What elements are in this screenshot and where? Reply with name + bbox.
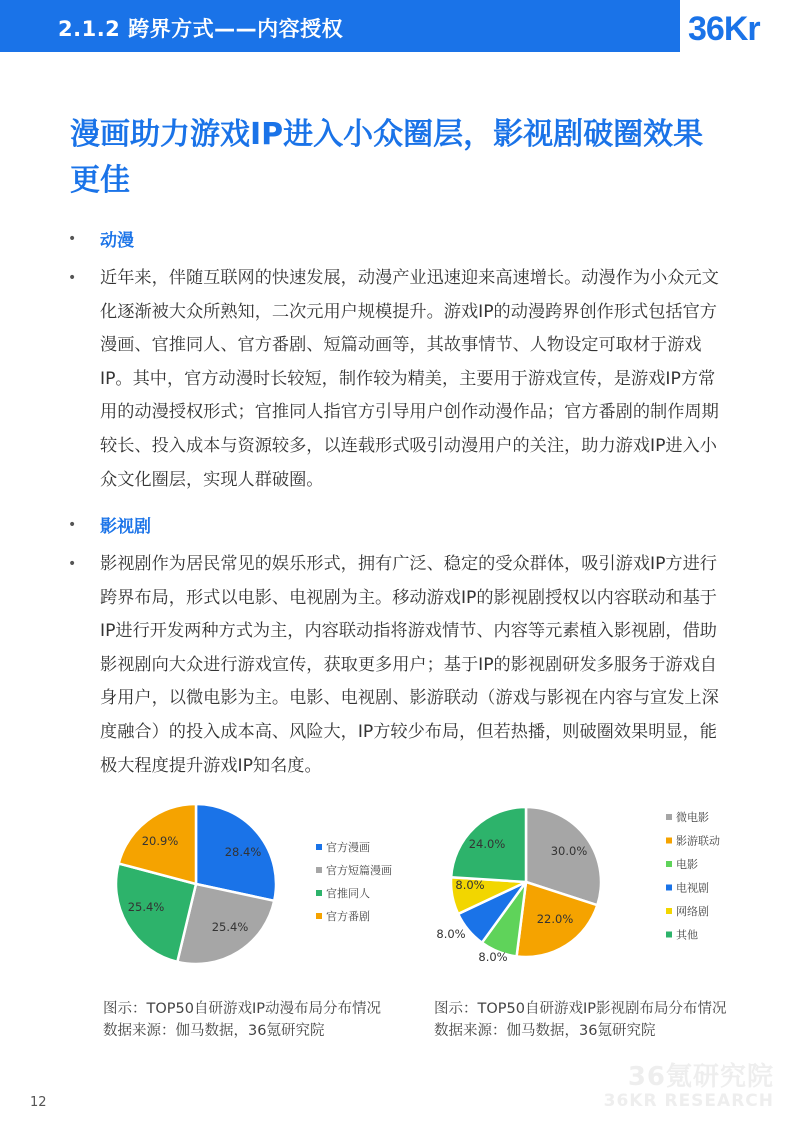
data-label: 25.4%: [211, 920, 249, 934]
legend-label: 官方番剧: [326, 910, 370, 923]
page-heading: 漫画助力游戏IP进入小众圈层，影视剧破圈效果更佳: [70, 117, 704, 198]
logo-text: 36Kr: [688, 10, 760, 48]
section-title: 2.1.2 跨界方式——内容授权: [58, 17, 344, 41]
legend-swatch: [666, 908, 672, 914]
watermark-en: 36KR RESEARCH: [603, 1091, 774, 1111]
pie-charts: [0, 790, 794, 990]
figure-caption: 图示：TOP50自研游戏IP影视剧布局分布情况: [434, 1001, 727, 1017]
legend-swatch: [666, 861, 672, 867]
source-caption: 数据来源：伽马数据，36氪研究院: [434, 1023, 656, 1039]
data-label: 22.0%: [536, 912, 574, 926]
legend-label: 微电影: [676, 811, 709, 824]
section-title-anime: 动漫: [100, 231, 134, 251]
legend-label: 影游联动: [676, 834, 720, 848]
section-heading-anime: [68, 225, 728, 255]
legend-swatch: [666, 932, 672, 938]
paragraph-film: 影视剧作为居民常见的娱乐形式，拥有广泛、稳定的受众群体，吸引游戏IP方进行跨界布局，形式以电影、电视剧为主。移动游戏IP的影视剧授权以内容联动和基于IP进行开发两种方式为主，内容联动指将游戏情节、内容等元素植入影视剧，借助影视剧向大众进行游戏宣传，获取更多用户；基于IP的影视剧研发多服务于游戏自身用户，以微电影为主。电影、电视剧、影游联动（游戏与影视在内容与宣发上深度融合）的投入成本高、风险大，IP方较少布局，但若热播，则破圈效果明显，能极大程度提升游戏IP知名度。: [100, 554, 719, 776]
legend-swatch: [316, 844, 322, 850]
legend-label: 电视剧: [676, 881, 709, 895]
36kr-logo: [684, 0, 794, 52]
data-label: 30.0%: [550, 844, 588, 858]
section-heading-film: [68, 511, 728, 541]
paragraph-anime: 近年来，伴随互联网的快速发展，动漫产业迅速迎来高速增长。动漫作为小众元文化逐渐被大众所熟知，二次元用户规模提升。游戏IP的动漫跨界创作形式包括官方漫画、官推同人、官方番剧、短篇动画等，其故事情节、人物设定可取材于游戏IP。其中，官方动漫时长较短，制作较为精美，主要用于游戏宣传，是游戏IP方常用的动漫授权形式；官推同人指官方引导用户创作动漫作品；官方番剧的制作周期较长、投入成本与资源较多，以连载形式吸引动漫用户的关注，助力游戏IP进入小众文化圈层，实现人群破圈。: [100, 268, 719, 490]
data-label: 25.4%: [127, 900, 165, 914]
bullet-dot: •: [68, 270, 77, 286]
data-label: 20.9%: [141, 834, 179, 848]
watermark-cn: 36氪研究院: [627, 1062, 774, 1092]
data-label: 28.4%: [224, 845, 262, 859]
caption-anime: [103, 998, 381, 1042]
bullet-dot: •: [68, 231, 77, 247]
caption-film: [434, 998, 726, 1042]
legend-label: 其他: [676, 928, 698, 942]
legend-label: 官方漫画: [326, 841, 370, 854]
legend-swatch: [666, 885, 672, 891]
legend-swatch: [316, 867, 322, 873]
source-caption: 数据来源：伽马数据，36氪研究院: [103, 1023, 325, 1039]
section-title-film: 影视剧: [100, 517, 151, 537]
bullet-dot: •: [68, 517, 77, 533]
legend-swatch: [316, 913, 322, 919]
legend-swatch: [666, 838, 672, 844]
legend-label: 网络剧: [676, 905, 709, 918]
page-number: 12: [30, 1095, 47, 1110]
legend-swatch: [316, 890, 322, 896]
data-label: 8.0%: [478, 950, 508, 964]
watermark: [604, 1056, 774, 1111]
bullet-dot: •: [68, 556, 77, 572]
legend-label: 电影: [676, 858, 698, 871]
data-label: 8.0%: [436, 927, 466, 941]
data-label: 8.0%: [455, 878, 485, 892]
legend-swatch: [666, 814, 672, 820]
data-label: 24.0%: [468, 837, 506, 851]
legend-label: 官推同人: [326, 887, 370, 900]
legend-label: 官方短篇漫画: [326, 864, 392, 877]
figure-caption: 图示：TOP50自研游戏IP动漫布局分布情况: [103, 1001, 381, 1017]
